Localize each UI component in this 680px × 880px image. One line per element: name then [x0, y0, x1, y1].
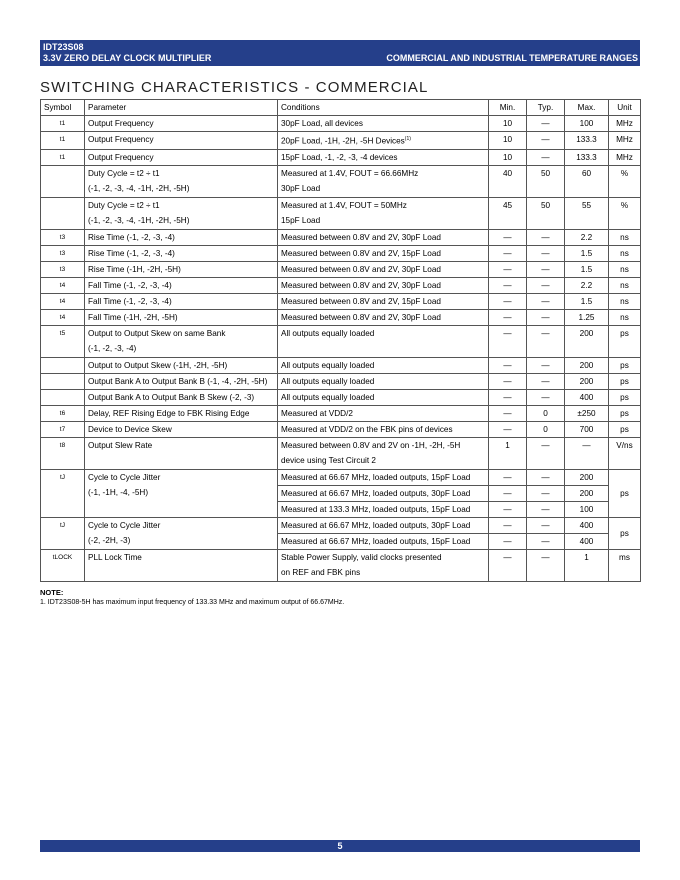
unit-cell: ps	[609, 357, 641, 373]
unit-cell: ps	[609, 421, 641, 437]
conditions-cell	[278, 149, 489, 165]
symbol-cell: t4	[41, 277, 85, 293]
parameter-cell: Delay, REF Rising Edge to FBK Rising Edge	[85, 405, 278, 421]
typ-cell: 50	[527, 165, 565, 197]
min-cell: —	[489, 405, 527, 421]
unit-cell: V/ns	[609, 437, 641, 469]
table-row	[41, 517, 641, 533]
conditions-cell	[278, 245, 489, 261]
unit-cell: ps	[609, 405, 641, 421]
conditions-cell	[278, 437, 489, 469]
unit-cell: ms	[609, 549, 641, 581]
symbol-cell: t3	[41, 245, 85, 261]
conditions-cell	[278, 325, 489, 357]
max-cell: 200	[565, 325, 609, 357]
conditions-line: Stable Power Supply, valid clocks presented	[281, 552, 442, 562]
typ-cell: 0	[527, 421, 565, 437]
conditions-cell: Measured at 66.67 MHz, loaded outputs, 15pF Load	[278, 469, 489, 485]
page-number: 5	[337, 841, 343, 851]
max-cell: 55	[565, 197, 609, 229]
header-unit: Unit	[609, 100, 641, 116]
typ-cell: —	[527, 373, 565, 389]
parameter-cell: Rise Time (-1H, -2H, -5H)	[85, 261, 278, 277]
min-cell: —	[489, 309, 527, 325]
typ-cell: —	[527, 293, 565, 309]
max-cell: 1	[565, 549, 609, 581]
table-row	[41, 293, 641, 309]
typ-cell: —	[527, 277, 565, 293]
max-cell: 1.5	[565, 293, 609, 309]
parameter-cell: PLL Lock Time	[85, 549, 278, 581]
conditions-line: Measured between 0.8V and 2V, 15pF Load	[281, 248, 441, 258]
table-row	[41, 325, 641, 357]
conditions-line: Measured between 0.8V and 2V, 30pF Load	[281, 264, 441, 274]
max-cell: 200	[565, 469, 609, 485]
min-cell: —	[489, 245, 527, 261]
parameter-line: (-2, -2H, -3)	[88, 535, 131, 545]
parameter-cell: Fall Time (-1, -2, -3, -4)	[85, 293, 278, 309]
parameter-line: Duty Cycle = t2 ÷ t1	[88, 200, 160, 210]
conditions-cell	[278, 229, 489, 245]
table-row	[41, 132, 641, 150]
conditions-cell	[278, 165, 489, 197]
unit-cell: ps	[609, 517, 641, 549]
min-cell: —	[489, 325, 527, 357]
parameter-line: Cycle to Cycle Jitter	[88, 520, 161, 530]
symbol-cell: t8	[41, 437, 85, 469]
min-cell: 40	[489, 165, 527, 197]
symbol-cell	[41, 389, 85, 405]
symbol-cell: tJ	[41, 517, 85, 549]
symbol-cell: t5	[41, 325, 85, 357]
typ-cell: —	[527, 132, 565, 150]
conditions-cell	[278, 132, 489, 150]
conditions-cell	[278, 197, 489, 229]
parameter-line: Duty Cycle = t2 ÷ t1	[88, 168, 160, 178]
min-cell: —	[489, 357, 527, 373]
min-cell: 10	[489, 116, 527, 132]
symbol-cell	[41, 373, 85, 389]
conditions-cell	[278, 549, 489, 581]
symbol-cell: tJ	[41, 469, 85, 517]
max-cell: —	[565, 437, 609, 469]
conditions-cell: Measured at 66.67 MHz, loaded outputs, 30pF Load	[278, 485, 489, 501]
parameter-cell	[85, 165, 278, 197]
table-row	[41, 277, 641, 293]
parameter-cell: Output Bank A to Output Bank B Skew (-2, -3)	[85, 389, 278, 405]
conditions-cell	[278, 421, 489, 437]
max-cell: ±250	[565, 405, 609, 421]
unit-cell: %	[609, 197, 641, 229]
table-row	[41, 149, 641, 165]
typ-cell: —	[527, 245, 565, 261]
conditions-line: Measured at 1.4V, FOUT = 50MHz	[281, 200, 407, 210]
conditions-line: Measured at 1.4V, FOUT = 66.66MHz	[281, 168, 419, 178]
typ-cell: —	[527, 229, 565, 245]
max-cell: 100	[565, 116, 609, 132]
min-cell: —	[489, 229, 527, 245]
header-max: Max.	[565, 100, 609, 116]
symbol-cell: t1	[41, 116, 85, 132]
typ-cell: —	[527, 149, 565, 165]
min-cell: —	[489, 261, 527, 277]
unit-cell: ns	[609, 245, 641, 261]
min-cell: —	[489, 469, 527, 485]
symbol-cell: t3	[41, 261, 85, 277]
typ-cell: —	[527, 437, 565, 469]
typ-cell: —	[527, 501, 565, 517]
temperature-range: COMMERCIAL AND INDUSTRIAL TEMPERATURE RANGES	[386, 53, 638, 63]
max-cell: 200	[565, 373, 609, 389]
max-cell: 200	[565, 485, 609, 501]
conditions-line: device using Test Circuit 2	[281, 455, 376, 465]
max-cell: 200	[565, 357, 609, 373]
max-cell: 133.3	[565, 149, 609, 165]
min-cell: —	[489, 421, 527, 437]
typ-cell: —	[527, 549, 565, 581]
conditions-line: All outputs equally loaded	[281, 360, 375, 370]
max-cell: 1.5	[565, 261, 609, 277]
typ-cell: —	[527, 469, 565, 485]
header-conditions: Conditions	[278, 100, 489, 116]
symbol-cell: t1	[41, 149, 85, 165]
min-cell: 10	[489, 132, 527, 150]
min-cell: —	[489, 533, 527, 549]
parameter-cell	[85, 325, 278, 357]
table-row	[41, 421, 641, 437]
unit-cell: ps	[609, 373, 641, 389]
symbol-cell: t6	[41, 405, 85, 421]
conditions-cell	[278, 405, 489, 421]
conditions-cell	[278, 389, 489, 405]
max-cell: 100	[565, 501, 609, 517]
parameter-cell: Device to Device Skew	[85, 421, 278, 437]
max-cell: 400	[565, 517, 609, 533]
conditions-line: 20pF Load, -1H, -2H, -5H Devices	[281, 136, 405, 146]
table-row	[41, 245, 641, 261]
parameter-cell: Output to Output Skew (-1H, -2H, -5H)	[85, 357, 278, 373]
symbol-cell: t7	[41, 421, 85, 437]
typ-cell: —	[527, 389, 565, 405]
table-row	[41, 309, 641, 325]
typ-cell: —	[527, 517, 565, 533]
conditions-line: All outputs equally loaded	[281, 392, 375, 402]
conditions-line: 15pF Load	[281, 215, 321, 225]
table-row	[41, 197, 641, 229]
conditions-cell: Measured at 66.67 MHz, loaded outputs, 30pF Load	[278, 517, 489, 533]
conditions-cell	[278, 261, 489, 277]
symbol-cell: t3	[41, 229, 85, 245]
min-cell: 1	[489, 437, 527, 469]
min-cell: —	[489, 549, 527, 581]
max-cell: 400	[565, 533, 609, 549]
max-cell: 2.2	[565, 277, 609, 293]
min-cell: —	[489, 389, 527, 405]
parameter-cell: Rise Time (-1, -2, -3, -4)	[85, 245, 278, 261]
parameter-cell: Output Frequency	[85, 116, 278, 132]
table-row	[41, 373, 641, 389]
typ-cell: —	[527, 261, 565, 277]
max-cell: 60	[565, 165, 609, 197]
table-row	[41, 549, 641, 581]
typ-cell: —	[527, 533, 565, 549]
unit-cell: MHz	[609, 132, 641, 150]
unit-cell: ns	[609, 277, 641, 293]
parameter-line: (-1, -1H, -4, -5H)	[88, 487, 149, 497]
conditions-line: Measured between 0.8V and 2V on -1H, -2H, -5H	[281, 440, 461, 450]
switching-characteristics-table	[40, 99, 641, 582]
symbol-cell: t4	[41, 309, 85, 325]
unit-cell: ns	[609, 261, 641, 277]
min-cell: 45	[489, 197, 527, 229]
conditions-line: All outputs equally loaded	[281, 376, 375, 386]
min-cell: —	[489, 485, 527, 501]
min-cell: —	[489, 501, 527, 517]
table-row	[41, 405, 641, 421]
conditions-line: All outputs equally loaded	[281, 328, 375, 338]
table-row	[41, 261, 641, 277]
conditions-line: Measured at VDD/2	[281, 408, 353, 418]
conditions-cell	[278, 293, 489, 309]
symbol-cell	[41, 197, 85, 229]
note-text: 1. IDT23S08-5H has maximum input frequency of 133.33 MHz and maximum output of 66.67MHz.	[40, 599, 345, 606]
typ-cell: —	[527, 485, 565, 501]
conditions-line: 30pF Load, all devices	[281, 119, 363, 128]
table-header-row	[41, 100, 641, 116]
max-cell: 133.3	[565, 132, 609, 150]
table-row	[41, 437, 641, 469]
table-row	[41, 229, 641, 245]
unit-cell: ps	[609, 469, 641, 517]
parameter-cell: Fall Time (-1, -2, -3, -4)	[85, 277, 278, 293]
product-name: 3.3V ZERO DELAY CLOCK MULTIPLIER	[43, 53, 212, 63]
max-cell: 2.2	[565, 229, 609, 245]
symbol-cell: tLOCK	[41, 549, 85, 581]
parameter-line: Output Slew Rate	[88, 440, 153, 450]
conditions-line: Measured between 0.8V and 2V, 15pF Load	[281, 296, 441, 306]
header-symbol: Symbol	[41, 100, 85, 116]
min-cell: —	[489, 277, 527, 293]
max-cell: 1.25	[565, 309, 609, 325]
max-cell: 400	[565, 389, 609, 405]
table-row	[41, 116, 641, 132]
min-cell: —	[489, 293, 527, 309]
parameter-line: (-1, -2, -3, -4, -1H, -2H, -5H)	[88, 215, 190, 225]
conditions-line: 30pF Load	[281, 183, 321, 193]
part-number: IDT23S08	[43, 42, 84, 52]
conditions-cell: Measured at 66.67 MHz, loaded outputs, 15pF Load	[278, 533, 489, 549]
footer-bar	[40, 840, 640, 852]
parameter-cell: Output Frequency	[85, 149, 278, 165]
conditions-line: Measured between 0.8V and 2V, 30pF Load	[281, 280, 441, 290]
unit-cell: ps	[609, 325, 641, 357]
conditions-cell	[278, 357, 489, 373]
conditions-line: Measured at VDD/2 on the FBK pins of devices	[281, 424, 453, 434]
unit-cell: ns	[609, 309, 641, 325]
parameter-cell	[85, 517, 278, 549]
symbol-cell	[41, 357, 85, 373]
conditions-cell	[278, 373, 489, 389]
conditions-line: Measured between 0.8V and 2V, 30pF Load	[281, 312, 441, 322]
max-cell: 1.5	[565, 245, 609, 261]
parameter-cell: Fall Time (-1H, -2H, -5H)	[85, 309, 278, 325]
typ-cell: —	[527, 325, 565, 357]
conditions-line: 15pF Load, -1, -2, -3, -4 devices	[281, 152, 398, 162]
typ-cell: —	[527, 309, 565, 325]
unit-cell: ps	[609, 389, 641, 405]
typ-cell: —	[527, 357, 565, 373]
conditions-cell	[278, 309, 489, 325]
conditions-cell	[278, 116, 489, 132]
parameter-cell: Output Frequency	[85, 132, 278, 150]
footnote-ref: (1)	[404, 136, 411, 142]
typ-cell: 50	[527, 197, 565, 229]
parameter-cell	[85, 469, 278, 517]
min-cell: —	[489, 517, 527, 533]
header-min: Min.	[489, 100, 527, 116]
unit-cell: ns	[609, 229, 641, 245]
conditions-line: on REF and FBK pins	[281, 567, 361, 577]
symbol-cell	[41, 165, 85, 197]
parameter-line: (-1, -2, -3, -4)	[88, 343, 137, 353]
parameter-line: Cycle to Cycle Jitter	[88, 472, 161, 482]
parameter-cell	[85, 197, 278, 229]
table-row	[41, 357, 641, 373]
note-title: NOTE:	[40, 588, 64, 597]
symbol-cell: t1	[41, 132, 85, 150]
parameter-cell: Rise Time (-1, -2, -3, -4)	[85, 229, 278, 245]
header-parameter: Parameter	[85, 100, 278, 116]
typ-cell: —	[527, 116, 565, 132]
header-bar	[40, 40, 640, 66]
unit-cell: MHz	[609, 116, 641, 132]
max-cell: 700	[565, 421, 609, 437]
table-row	[41, 165, 641, 197]
parameter-cell	[85, 437, 278, 469]
conditions-cell	[278, 277, 489, 293]
symbol-cell: t4	[41, 293, 85, 309]
parameter-line: (-1, -2, -3, -4, -1H, -2H, -5H)	[88, 183, 190, 193]
header-typ: Typ.	[527, 100, 565, 116]
section-title: SWITCHING CHARACTERISTICS - COMMERCIAL	[40, 79, 429, 96]
min-cell: 10	[489, 149, 527, 165]
parameter-cell: Output Bank A to Output Bank B (-1, -4, -2H, -5H)	[85, 373, 278, 389]
unit-cell: ns	[609, 293, 641, 309]
table-row	[41, 389, 641, 405]
conditions-line: Measured between 0.8V and 2V, 30pF Load	[281, 232, 441, 242]
unit-cell: %	[609, 165, 641, 197]
typ-cell: 0	[527, 405, 565, 421]
conditions-cell: Measured at 133.3 MHz, loaded outputs, 15pF Load	[278, 501, 489, 517]
parameter-line: Output to Output Skew on same Bank	[88, 328, 226, 338]
min-cell: —	[489, 373, 527, 389]
table-row	[41, 469, 641, 485]
unit-cell: MHz	[609, 149, 641, 165]
